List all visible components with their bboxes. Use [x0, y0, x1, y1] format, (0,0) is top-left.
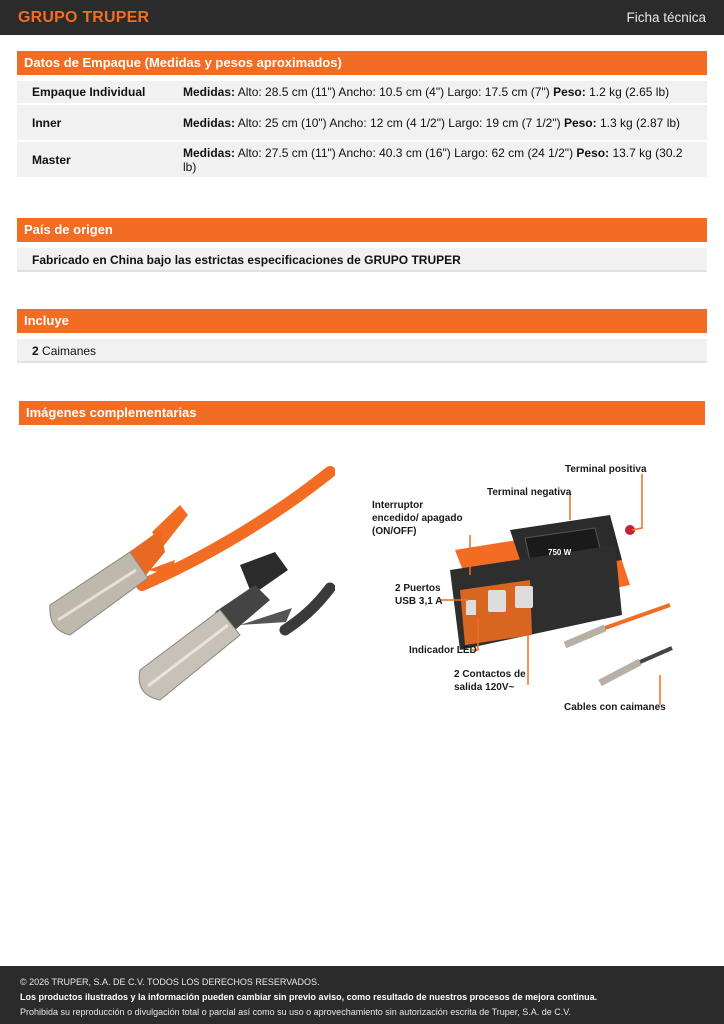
- origin-heading: País de origen: [17, 218, 707, 242]
- images-heading: Imágenes complementarias: [19, 401, 705, 425]
- package-name: Empaque Individual: [17, 81, 183, 104]
- package-details: Medidas: Alto: 27.5 cm (11") Ancho: 40.3 cm (16") Largo: 62 cm (24 1/2") Peso: 13.7 kg (30.2 lb): [183, 141, 707, 178]
- packaging-section: [17, 51, 707, 179]
- callout-usb-2: USB 3,1 A: [395, 596, 443, 607]
- callout-switch-1: Interruptor: [372, 500, 424, 511]
- callout-positive: Terminal positiva: [565, 464, 647, 475]
- callout-outlets-2: salida 120V~: [454, 682, 515, 693]
- includes-heading: Incluye: [17, 309, 707, 333]
- brand-logo: GRUPO TRUPER: [18, 8, 150, 26]
- callout-switch-2: encedido/ apagado: [372, 513, 463, 524]
- copyright: © 2026 TRUPER, S.A. DE C.V. TODOS LOS DERECHOS RESERVADOS.: [20, 977, 320, 987]
- package-name: Inner: [17, 104, 183, 141]
- orange-clamp: [50, 505, 188, 635]
- includes-qty: 2: [32, 344, 39, 358]
- prohibition: Prohibida su reproducción o divulgación total o parcial así como su uso o aprovechamiento sin autorización escrita de Truper, S.A. de C.V.: [20, 1007, 571, 1017]
- package-details: Medidas: Alto: 25 cm (10") Ancho: 12 cm (4 1/2") Largo: 19 cm (7 1/2") Peso: 1.3 kg (2.87 lb): [183, 104, 707, 141]
- includes-item: [17, 339, 707, 363]
- origin-section: [17, 218, 707, 272]
- clamps-image: [30, 460, 335, 710]
- callout-led: Indicador LED: [409, 645, 477, 656]
- top-bar: [0, 0, 724, 35]
- package-details: Medidas: Alto: 28.5 cm (11") Ancho: 10.5 cm (4") Largo: 17.5 cm (7") Peso: 1.2 kg (2.65 lb): [183, 81, 707, 104]
- device-label: 750 W: [548, 548, 572, 557]
- packaging-heading: Datos de Empaque (Medidas y pesos aproximados): [17, 51, 707, 75]
- callout-usb-1: 2 Puertos: [395, 583, 441, 594]
- table-row: [17, 104, 707, 141]
- table-row: [17, 141, 707, 178]
- package-name: Master: [17, 141, 183, 178]
- document-type: Ficha técnica: [626, 10, 706, 25]
- callout-negative: Terminal negativa: [487, 487, 572, 498]
- includes-label: Caimanes: [42, 344, 97, 358]
- callout-outlets-1: 2 Contactos de: [454, 669, 526, 680]
- inverter-diagram: [360, 450, 690, 720]
- callout-cables: Cables con caimanes: [564, 702, 666, 713]
- footer: [0, 966, 724, 1024]
- table-row: [17, 81, 707, 104]
- origin-text: Fabricado en China bajo las estrictas especificaciones de GRUPO TRUPER: [17, 248, 707, 272]
- images-section: [19, 401, 705, 425]
- includes-section: [17, 309, 707, 363]
- packaging-table: [17, 81, 707, 179]
- notice: Los productos ilustrados y la información pueden cambiar sin previo aviso, como resultado de nuestros procesos de mejora continua.: [20, 992, 598, 1002]
- callout-switch-3: (ON/OFF): [372, 526, 417, 537]
